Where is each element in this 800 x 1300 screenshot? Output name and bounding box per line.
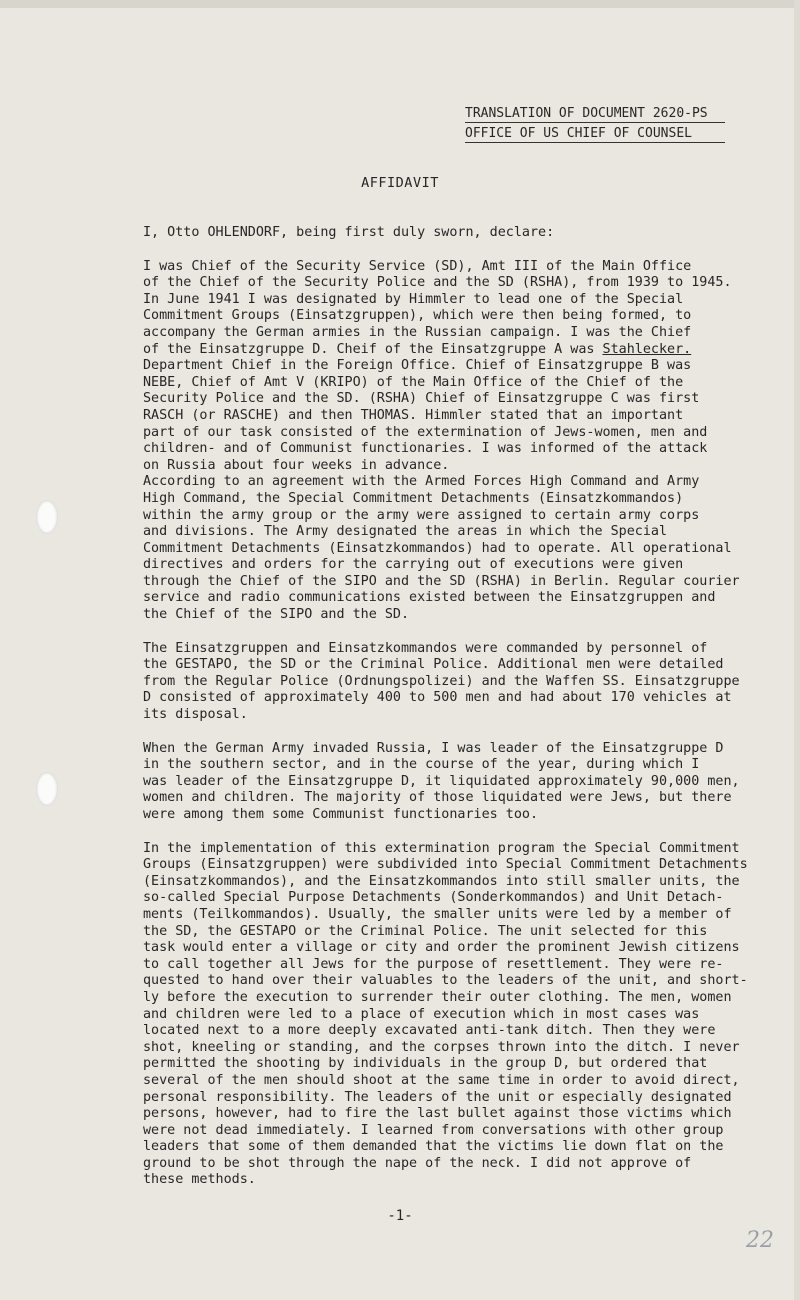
paragraph-3: When the German Army invaded Russia, I was leader of the Einsatzgruppe D in the southern sector, and in the course of the year, during which I was leader of the Einsatzgruppe D, it liquidated approximately 90,000 men, women and children. The majority of those liquidated were Jews, but there were among them some Communist functionaries too. [143, 740, 740, 822]
paragraph-1 [143, 259, 773, 624]
punch-hole-bottom [36, 772, 58, 806]
underlined-name: Stahlecker. [602, 341, 692, 357]
paragraph-1-part-b: Department Chief in the Foreign Office. Chief of Einsatzgruppe B was NEBE, Chief of Amt V (KRIPO) of the Main Office of the Chief of the Security Police and the SD. (RSHA) Chief of Einsatzgruppe C was first RASCH (or RASCHE) and then THOMAS. Himmler stated that an important part of our task consisted of the extermination of Jews-women, men and children- and of Communist functionaries. I was informed of the attack on Russia about four weeks in advance. According to an agreement with the Armed Forces High Command and Army High Command, the Special Commitment Detachments (Einsatzkommandos) within the army group or the army were assigned to certain army corps and divisions. The Army designated the areas in which the Special Commitment Detachments (Einsatzkommandos) had to operate. All operational directives and orders for the carrying out of executions were given through the Chief of the SIPO and the SD (RSHA) in Berlin. Regular courier service and radio communications existed between the Einsatzgruppen and the Chief of the SIPO and the SD. [143, 358, 740, 623]
paragraph-2: The Einsatzgruppen and Einsatzkommandos were commanded by personnel of the GESTAPO, the SD or the Criminal Police. Additional men were detailed from the Regular Police (Ordnungspolizei) and the Waffen SS. Einsatzgruppe D consisted of approximately 400 to 500 men and had about 170 vehicles at its disposal. [143, 640, 740, 723]
translation-header [465, 105, 725, 145]
paper-right-edge [794, 0, 800, 1300]
paragraph-4: In the implementation of this extermination program the Special Commitment Groups (Einsatzgruppen) were subdivided into Special Commitment Detachments (Einsatzkommandos), and the Einsatzkommandos into still smaller units, the so-called Special Purpose Detachments (Sonderkommandos) and Unit Detach- ments (Teilkommandos). Usually, the smaller units were led by a member of the SD, the GESTAPO or the Criminal Police. The unit selected for this task would enter a village or city and order the prominent Jewish citizens to call together all Jews for the purpose of resettlement. They were re- quested to hand over their valuables to the leaders of the unit, and short- ly before the execution to surrender their outer clothing. The men, women and children were led to a place of execution which in most cases was located next to a more deeply excavated anti-tank ditch. Then they were shot, kneeling or standing, and the corpses thrown into the ditch. I never permitted the shooting by individuals in the group D, but ordered that several of the men should shoot at the same time in order to avoid direct, personal responsibility. The leaders of the unit or especially designated persons, however, had to fire the last bullet against those victims which were not dead immediately. I learned from conversations with other group leaders that some of them demanded that the victims lie down flat on the ground to be shot through the nape of the neck. I did not approve of these methods. [143, 840, 748, 1188]
page-number: -1- [387, 1208, 413, 1224]
intro-line: I, Otto OHLENDORF, being first duly sworn, declare: [143, 225, 555, 240]
header-line-1: TRANSLATION OF DOCUMENT 2620-PS [465, 105, 725, 123]
document-title: AFFIDAVIT [361, 175, 439, 191]
affidavit-body [143, 225, 773, 1189]
paper-top-edge [0, 0, 800, 8]
paragraph-1-part-a: I was Chief of the Security Service (SD), Amt III of the Main Office of the Chief of the Security Police and the SD (RSHA), from 1939 to 1945. In June 1941 I was designated by Himmler to lead one of the Special Commitment Groups (Einsatzgruppen), which were then being formed, to accompany the German armies in the Russian campaign. I was the Chief of the Einsatzgruppe D. Cheif of the Einsatzgruppe A was [143, 258, 732, 357]
punch-hole-top [36, 500, 58, 534]
handwritten-page-mark: 22 [746, 1228, 774, 1253]
header-line-2: OFFICE OF US CHIEF OF COUNSEL [465, 125, 725, 143]
